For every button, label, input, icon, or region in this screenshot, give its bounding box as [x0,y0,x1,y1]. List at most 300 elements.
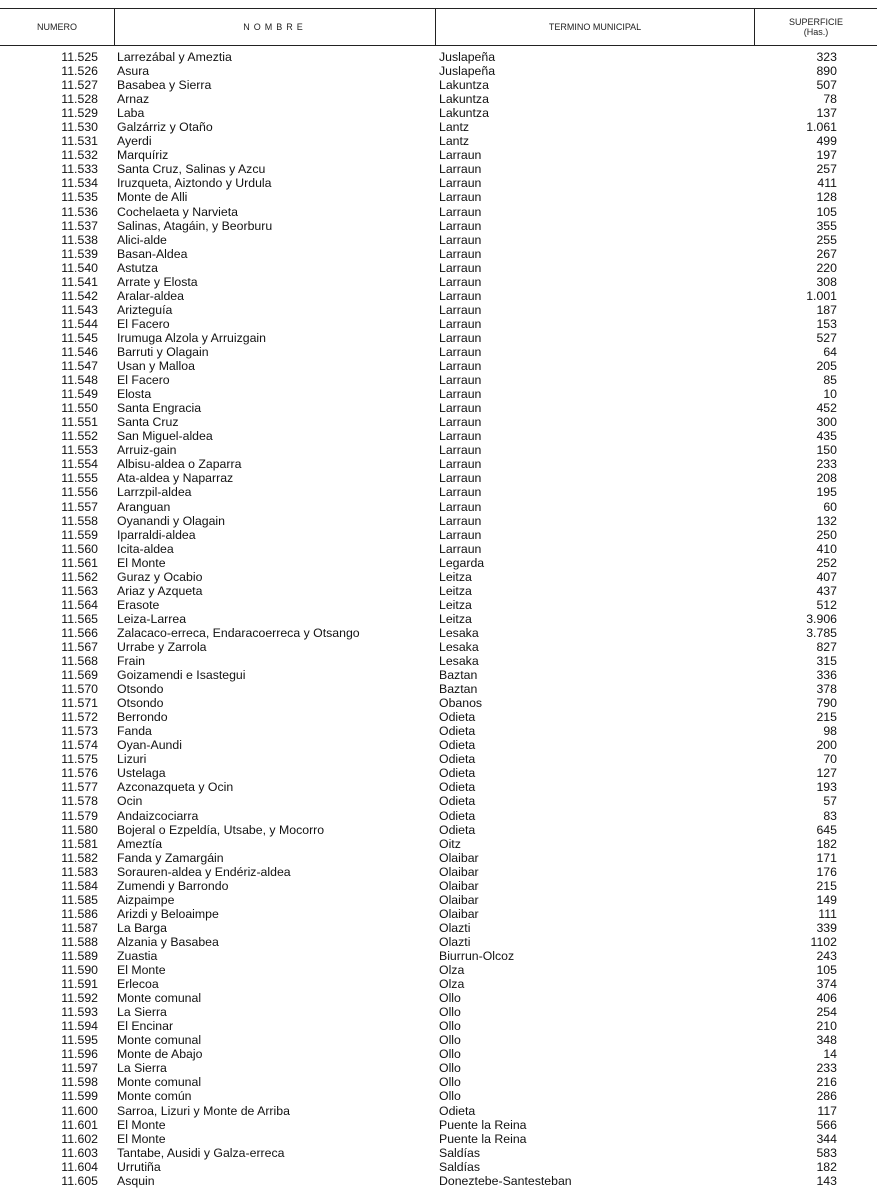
cell-termino: Olaibar [439,864,479,879]
cell-nombre: Sorauren-aldea y Endériz-aldea [117,864,291,879]
cell-nombre: Goizamendi e Isastegui [117,668,246,683]
table-row [0,176,877,190]
cell-superficie: 252 [816,555,837,570]
cell-superficie: 255 [816,232,837,247]
cell-nombre: Monte comunal [117,1075,202,1090]
cell-nombre: Andaizcociarra [117,808,199,823]
cell-termino: Oitz [439,836,461,851]
cell-termino: Lantz [439,134,470,149]
cell-termino: Olazti [439,934,471,949]
cell-numero: 11.600 [61,1103,98,1118]
cell-termino: Odieta [439,822,476,837]
cell-termino: Larraun [439,373,482,388]
table-row [0,977,877,991]
cell-numero: 11.544 [61,316,98,331]
cell-nombre: Basan-Aldea [117,246,188,261]
cell-nombre: Ocin [117,794,143,809]
table-row [0,626,877,640]
cell-superficie: 645 [816,822,837,837]
cell-nombre: La Sierra [117,1061,167,1076]
cell-numero: 11.527 [61,78,98,93]
cell-termino: Ollo [439,1019,461,1034]
cell-superficie: 200 [816,738,837,753]
cell-superficie: 527 [816,330,837,345]
cell-termino: Ollo [439,1047,461,1062]
cell-numero: 11.540 [61,260,98,275]
table-row [0,64,877,78]
cell-superficie: 566 [816,1117,837,1132]
cell-nombre: Arnaz [117,92,150,107]
cell-superficie: 583 [816,1145,837,1160]
cell-superficie: 407 [816,569,837,584]
table-row [0,190,877,204]
cell-nombre: Otsondo [117,682,164,697]
cell-termino: Larraun [439,401,482,416]
cell-superficie: 437 [816,583,837,598]
table-row [0,303,877,317]
cell-numero: 11.604 [61,1159,98,1174]
cell-numero: 11.535 [61,190,98,205]
table-row [0,500,877,514]
cell-termino: Larraun [439,344,482,359]
cell-numero: 11.560 [61,541,98,556]
table-row [0,317,877,331]
cell-superficie: 512 [816,597,837,612]
cell-superficie: 1102 [810,934,837,949]
cell-nombre: Larrzpil-aldea [117,485,192,500]
cell-termino: Larraun [439,359,482,374]
cell-superficie: 176 [816,864,837,879]
cell-numero: 11.562 [61,569,98,584]
cell-termino: Larraun [439,316,482,331]
cell-superficie: 182 [816,1159,837,1174]
cell-nombre: Arrate y Elosta [117,274,198,289]
cell-nombre: Alzania y Basabea [117,934,219,949]
cell-termino: Larraun [439,218,482,233]
cell-nombre: Fanda y Zamargáin [117,850,224,865]
cell-nombre: Zalacaco-erreca, Endaracoerreca y Otsango [117,625,360,640]
cell-nombre: Urrabe y Zarrola [117,639,207,654]
cell-termino: Odieta [439,752,476,767]
cell-termino: Lesaka [439,625,479,640]
table-row [0,865,877,879]
cell-nombre: Marquíriz [117,148,169,163]
cell-termino: Ollo [439,1005,461,1020]
cell-numero: 11.533 [61,162,98,177]
cell-termino: Odieta [439,808,476,823]
cell-nombre: Azconazqueta y Ocin [117,780,234,795]
cell-termino: Obanos [439,696,483,711]
table-row [0,1118,877,1132]
cell-nombre: Zuastia [117,949,158,963]
cell-nombre: Sarroa, Lizuri y Monte de Arriba [117,1103,290,1118]
cell-numero: 11.584 [61,878,98,893]
cell-termino: Ollo [439,991,461,1006]
cell-superficie: 187 [816,302,837,317]
table-row [0,1160,877,1174]
cell-superficie: 132 [816,513,837,528]
cell-superficie: 205 [816,359,837,374]
cell-superficie: 215 [816,710,837,725]
cell-nombre: El Encinar [117,1019,174,1034]
cell-superficie: 197 [816,148,837,163]
cell-numero: 11.582 [61,850,98,865]
cell-termino: Olaibar [439,906,479,921]
cell-termino: Leitza [439,597,472,612]
table-row [0,275,877,289]
cell-termino: Baztan [439,668,478,683]
cell-termino: Odieta [439,1103,476,1118]
cell-termino: Odieta [439,794,476,809]
cell-superficie: 790 [816,696,837,711]
cell-nombre: Otsondo [117,696,164,711]
cell-nombre: Bojeral o Ezpeldía, Utsabe, y Mocorro [117,822,325,837]
cell-termino: Larraun [439,387,482,402]
cell-numero: 11.530 [61,120,98,135]
cell-nombre: Larrezábal y Ameztia [117,50,232,64]
cell-nombre: El Monte [117,555,166,570]
cell-termino: Larraun [439,148,482,163]
cell-superficie: 286 [816,1089,837,1104]
header-numero: NUMERO [37,21,77,32]
cell-numero: 11.539 [61,246,98,261]
cell-nombre: Monte comunal [117,991,202,1006]
table-row [0,612,877,626]
cell-superficie: 60 [823,499,837,514]
cell-nombre: Iruzqueta, Aiztondo y Urdula [117,176,272,191]
cell-numero: 11.590 [61,963,98,978]
cell-nombre: Zumendi y Barrondo [117,878,229,893]
cell-superficie: 171 [816,850,837,865]
cell-superficie: 143 [816,1173,837,1188]
cell-termino: Ollo [439,1089,461,1104]
table-row [0,78,877,92]
cell-numero: 11.581 [61,836,98,851]
cell-termino: Larraun [439,330,482,345]
table-row [0,50,877,64]
cell-numero: 11.574 [61,738,98,753]
cell-nombre: Fanda [117,724,152,739]
cell-numero: 11.599 [61,1089,98,1104]
cell-nombre: Asura [117,64,150,79]
cell-numero: 11.568 [61,654,98,669]
cell-nombre: Astutza [117,260,159,275]
cell-numero: 11.595 [61,1033,98,1048]
cell-nombre: Frain [117,654,146,669]
table-row [0,766,877,780]
cell-numero: 11.552 [61,429,98,444]
cell-numero: 11.545 [61,330,98,345]
table-row [0,1019,877,1033]
cell-termino: Odieta [439,780,476,795]
cell-termino: Larraun [439,260,482,275]
cell-superficie: 257 [816,162,837,177]
header-superficie-label: SUPERFICIE [788,16,843,27]
cell-superficie: 339 [816,920,837,935]
cell-nombre: Salinas, Atagáin, y Beorburu [117,218,273,233]
cell-superficie: 308 [816,274,837,289]
table-row [0,528,877,542]
cell-termino: Ollo [439,1033,461,1048]
cell-nombre: El Facero [117,373,170,388]
cell-superficie: 254 [816,1005,837,1020]
cell-termino: Juslapeña [439,50,496,64]
header-termino-municipal: TERMINO MUNICIPAL [548,21,642,32]
table-row [0,162,877,176]
cell-numero: 11.588 [61,934,98,949]
cell-superficie: 57 [823,794,837,809]
cell-superficie: 1.061 [806,120,837,135]
cell-termino: Leitza [439,569,472,584]
cell-numero: 11.569 [61,668,98,683]
cell-numero: 11.532 [61,148,98,163]
cell-nombre: Ariaz y Azqueta [117,583,203,598]
cell-termino: Baztan [439,682,478,697]
table-row [0,1174,877,1188]
cell-nombre: Guraz y Ocabio [117,569,203,584]
cell-numero: 11.558 [61,513,98,528]
table-row [0,1132,877,1146]
cell-superficie: 208 [816,471,837,486]
cell-nombre: Barruti y Olagain [117,344,209,359]
cell-numero: 11.603 [61,1145,98,1160]
cell-nombre: Arizteguía [117,302,173,317]
cell-numero: 11.605 [61,1173,98,1188]
cell-termino: Odieta [439,738,476,753]
cell-superficie: 890 [816,64,837,79]
cell-nombre: Galzárriz y Otaño [117,120,213,135]
table-row [0,963,877,977]
table-row [0,233,877,247]
cell-numero: 11.536 [61,204,98,219]
cell-superficie: 827 [816,639,837,654]
cell-superficie: 1.001 [806,288,837,303]
cell-superficie: 243 [816,949,837,963]
cell-nombre: Erasote [117,597,160,612]
cell-numero: 11.576 [61,766,98,781]
cell-nombre: Aranguan [117,499,171,514]
cell-superficie: 507 [816,78,837,93]
cell-termino: Odieta [439,766,476,781]
cell-nombre: Alici-alde [117,232,167,247]
cell-termino: Larraun [439,274,482,289]
cell-superficie: 70 [823,752,837,767]
cell-numero: 11.583 [61,864,98,879]
cell-termino: Olza [439,977,465,992]
cell-nombre: Iparraldi-aldea [117,527,196,542]
cell-termino: Odieta [439,724,476,739]
cell-nombre: Santa Cruz, Salinas y Azcu [117,162,266,177]
cell-superficie: 435 [816,429,837,444]
table-row [0,289,877,303]
table-row [0,415,877,429]
table-row [0,752,877,766]
cell-termino: Larraun [439,485,482,500]
cell-termino: Saldías [439,1159,481,1174]
table-row [0,471,877,485]
cell-nombre: Cochelaeta y Narvieta [117,204,238,219]
cell-nombre: El Monte [117,1117,166,1132]
cell-numero: 11.547 [61,359,98,374]
cell-termino: Leitza [439,611,472,626]
cell-numero: 11.592 [61,991,98,1006]
cell-nombre: Arizdi y Beloaimpe [117,906,219,921]
table-row [0,1089,877,1103]
cell-superficie: 410 [816,541,837,556]
cell-termino: Larraun [439,499,482,514]
cell-termino: Doneztebe-Santesteban [439,1173,572,1188]
cell-nombre: Laba [117,106,145,121]
table-row [0,949,877,963]
cell-numero: 11.566 [61,625,98,640]
table-row [0,654,877,668]
cell-nombre: Leiza-Larrea [117,611,187,626]
cell-superficie: 267 [816,246,837,261]
table-row [0,935,877,949]
table-row [0,1061,877,1075]
table-row [0,1104,877,1118]
cell-termino: Puente la Reina [439,1117,527,1132]
cell-nombre: Ameztía [117,836,163,851]
cell-numero: 11.553 [61,443,98,458]
table-row [0,148,877,162]
cell-numero: 11.578 [61,794,98,809]
cell-nombre: El Monte [117,1131,166,1146]
cell-numero: 11.559 [61,527,98,542]
cell-numero: 11.594 [61,1019,98,1034]
cell-numero: 11.526 [61,64,98,79]
cell-superficie: 105 [816,963,837,978]
table-row [0,640,877,654]
cell-termino: Larraun [439,415,482,430]
cell-numero: 11.573 [61,724,98,739]
cell-superficie: 216 [816,1075,837,1090]
table-row [0,907,877,921]
header-nombre: NOMBRE [243,21,307,32]
cell-superficie: 215 [816,878,837,893]
cell-termino: Larraun [439,176,482,191]
table-row [0,120,877,134]
table-row [0,106,877,120]
cell-termino: Lantz [439,120,470,135]
cell-superficie: 137 [816,106,837,121]
cell-numero: 11.528 [61,92,98,107]
cell-superficie: 195 [816,485,837,500]
cell-nombre: Monte comunal [117,1033,202,1048]
cell-superficie: 348 [816,1033,837,1048]
cell-nombre: Oyanandi y Olagain [117,513,226,528]
cell-numero: 11.572 [61,710,98,725]
cell-superficie: 3.906 [806,611,837,626]
cell-nombre: Elosta [117,387,152,402]
cell-nombre: Icita-aldea [117,541,174,556]
cell-numero: 11.538 [61,232,98,247]
cell-superficie: 14 [823,1047,837,1062]
cell-nombre: Erlecoa [117,977,159,992]
cell-termino: Larraun [439,190,482,205]
cell-superficie: 233 [816,457,837,472]
cell-numero: 11.549 [61,387,98,402]
cell-termino: Larraun [439,429,482,444]
table-row [0,710,877,724]
cell-termino: Olazti [439,920,471,935]
cell-numero: 11.551 [61,415,98,430]
cell-numero: 11.531 [61,134,98,149]
cell-numero: 11.541 [61,274,98,289]
cell-superficie: 300 [816,415,837,430]
cell-superficie: 193 [816,780,837,795]
cell-nombre: Monte de Abajo [117,1047,203,1062]
table-row [0,1047,877,1061]
cell-nombre: Ata-aldea y Naparraz [117,471,234,486]
cell-nombre: Ayerdi [117,134,152,149]
cell-nombre: Santa Engracia [117,401,202,416]
cell-nombre: Lizuri [117,752,147,767]
cell-numero: 11.556 [61,485,98,500]
cell-nombre: Tantabe, Ausidi y Galza-erreca [117,1145,285,1160]
cell-numero: 11.525 [61,50,98,64]
table-row [0,373,877,387]
cell-termino: Odieta [439,710,476,725]
cell-nombre: Asquin [117,1173,155,1188]
cell-numero: 11.601 [61,1117,98,1132]
cell-numero: 11.548 [61,373,98,388]
cell-superficie: 499 [816,134,837,149]
cell-superficie: 323 [816,50,837,64]
table-row [0,514,877,528]
cell-nombre: Aralar-aldea [117,288,184,303]
cell-superficie: 128 [816,190,837,205]
cell-superficie: 344 [816,1131,837,1146]
cell-nombre: Basabea y Sierra [117,78,212,93]
table-row [0,1033,877,1047]
table-row [0,921,877,935]
cell-termino: Larraun [439,232,482,247]
table-row [0,668,877,682]
cell-superficie: 452 [816,401,837,416]
table-row [0,1146,877,1160]
table-row [0,696,877,710]
cell-termino: Larraun [439,457,482,472]
table-row [0,219,877,233]
cell-termino: Larraun [439,471,482,486]
cell-termino: Ollo [439,1061,461,1076]
table-row [0,851,877,865]
cell-superficie: 85 [823,373,837,388]
table-row [0,556,877,570]
cell-nombre: Ustelaga [117,766,166,781]
cell-numero: 11.564 [61,597,98,612]
cell-superficie: 315 [816,654,837,669]
cell-numero: 11.561 [61,555,98,570]
cell-termino: Lakuntza [439,92,489,107]
table-row [0,879,877,893]
header-bottom-rule [0,45,877,46]
cell-superficie: 64 [823,344,837,359]
header-superficie-unit: (Has.) [803,26,829,37]
cell-superficie: 153 [816,316,837,331]
cell-termino: Lesaka [439,639,479,654]
table-row [0,457,877,471]
table-row [0,809,877,823]
table-row [0,738,877,752]
cell-numero: 11.570 [61,682,98,697]
table-row [0,92,877,106]
table-row [0,345,877,359]
table-row [0,584,877,598]
cell-superficie: 250 [816,527,837,542]
cell-superficie: 220 [816,260,837,275]
